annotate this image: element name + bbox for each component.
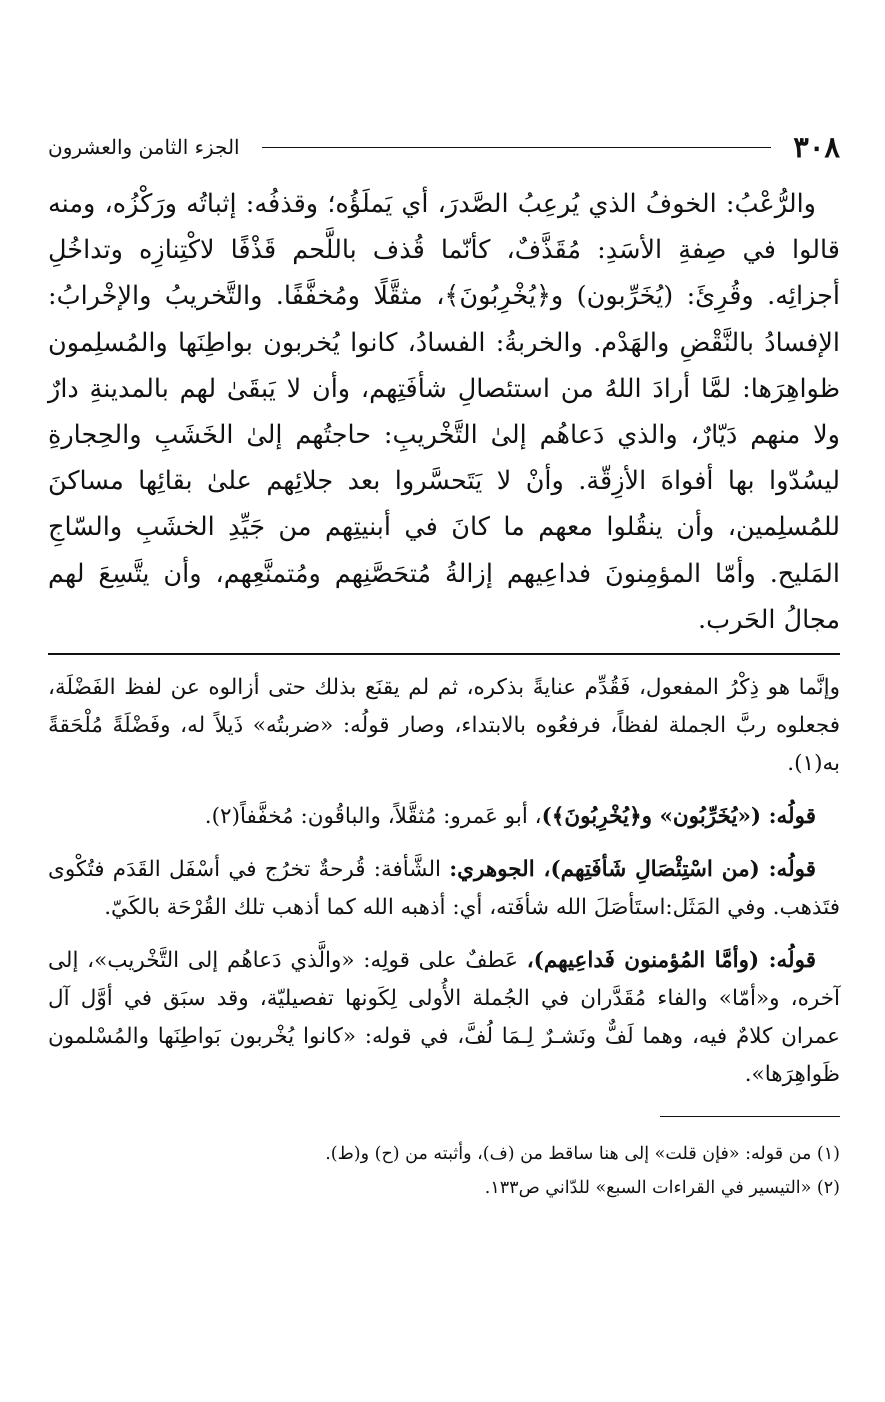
commentary-note-text: الشَّأفة: قُرحةٌ تخرُج في أسْفَل القَدَم فتُكْوى فتَذهب. وفي المَثَل:استَأصَلَ الله شأفَته، أي: أذهبه الله كما أذهب تلك القُرْحَة بالكَيّ. [48, 857, 840, 921]
book-page [48, 125, 840, 1205]
commentary-note-text: ، أبو عَمرو: مُثقَّلاً، والباقُون: مُخفَّفاً(٢). [204, 804, 542, 830]
commentary-block [48, 669, 840, 1094]
footnotes-block [48, 1137, 840, 1205]
commentary-lemma: قولُه: («يُخَرِّبُون» و﴿يُخْرِبُونَ﴾) [541, 804, 816, 830]
page-number: ٣٠٨ [793, 130, 840, 164]
commentary-note [48, 942, 840, 1094]
header-divider [262, 147, 772, 148]
commentary-note [48, 851, 840, 927]
main-text-block [48, 181, 840, 643]
running-title: الجزء الثامن والعشرون [48, 135, 240, 159]
commentary-note-text: عَطفٌ على قولِه: «والَّذي دَعاهُم إلى التَّخْريب»، إلى آخره، و«أمّا» والفاء مُقَدَّران في الجُملة الأُولى لِكَونها تفصيليّة، وقد سبَق في أوَّل آل عمران كلامٌ فيه، وهما لَفٌّ ونَشـرٌ لِـمَا لُفَّ، في قوله: «كانوا يُخْربون بَواطِنَها والمُسْلمون ظَواهِرَها». [48, 948, 840, 1088]
page-header [48, 125, 840, 169]
footnote-1: (١) من قوله: «فإن قلت» إلى هنا ساقط من (ف)، وأثبته من (ح) و(ط). [325, 1144, 840, 1165]
commentary-note [48, 798, 840, 836]
main-paragraph: والرُّعْبُ: الخوفُ الذي يُرعِبُ الصَّدرَ، أي يَملَؤُه؛ وقذفُه: إثباتُه ورَكْزُه، ومنه قالوا في صِفةِ الأسَدِ: مُقَذَّفٌ، كأنّما قُذف باللَّحم قَذْفًا لاكْتِنازِه وتداخُلِ أجزائِه. وقُرِئَ: (يُخَرِّبون) و﴿يُخْرِبُونَ﴾، مثقَّلًا ومُخفَّفًا. والتَّخريبُ والإخْرابُ: الإفسادُ بالنَّقْضِ والهَدْم. والخربةُ: الفسادُ، كانوا يُخربون بواطِنَها والمُسلِمون ظواهِرَها: لمَّا أرادَ اللهُ من استئصالِ شأفَتِهم، وأن لا يَبقَىٰ لهم بالمدينةِ دارٌ ولا منهم دَيّارٌ، والذي دَعاهُم إلىٰ التَّخْريبِ: حاجتُهم إلىٰ الخَشَبِ والحِجارةِ ليسُدّوا بها أفواهَ الأزِقّة. وأنْ لا يَتَحسَّروا بعد جلائِهم علىٰ بقائِها مساكنَ للمُسلِمين، وأن ينقُلوا معهم ما كانَ في أبنيتِهم من جَيِّدِ الخشَبِ والسّاجِ المَليح. وأمّا المؤمِنونَ فداعِيهم إزالةُ مُتحَصَّنِهم ومُتمنَّعِهم، وأن يتَّسِعَ لهم مجالُ الحَرب. [48, 189, 840, 635]
footnote-divider [660, 1116, 840, 1117]
commentary-lemma: قولُه: (من اسْتِئْصَالِ شَأفَتِهم)، الجوهري: [449, 857, 817, 883]
main-text-divider [48, 653, 840, 655]
footnote-2: (٢) «التيسير في القراءات السبع» للدّاني ص١٣٣. [484, 1178, 840, 1199]
commentary-continuation: وإنَّما هو ذِكْرُ المفعول، فَقُدِّم عنايةً بذكره، ثم لم يقنَع بذلك حتى أزالوه عن لفظ الفَضْلَة، فجعلوه ربَّ الجملة لفظاً، فرفعُوه بالابتداء، وصار قولُه: «ضربتُه» ذَيلاً له، وفَضْلَةً مُلْحَقةً به(١). [48, 675, 840, 777]
commentary-lemma: قولُه: (وأمَّا المُؤمنون فَداعِيهم)، [526, 948, 816, 974]
